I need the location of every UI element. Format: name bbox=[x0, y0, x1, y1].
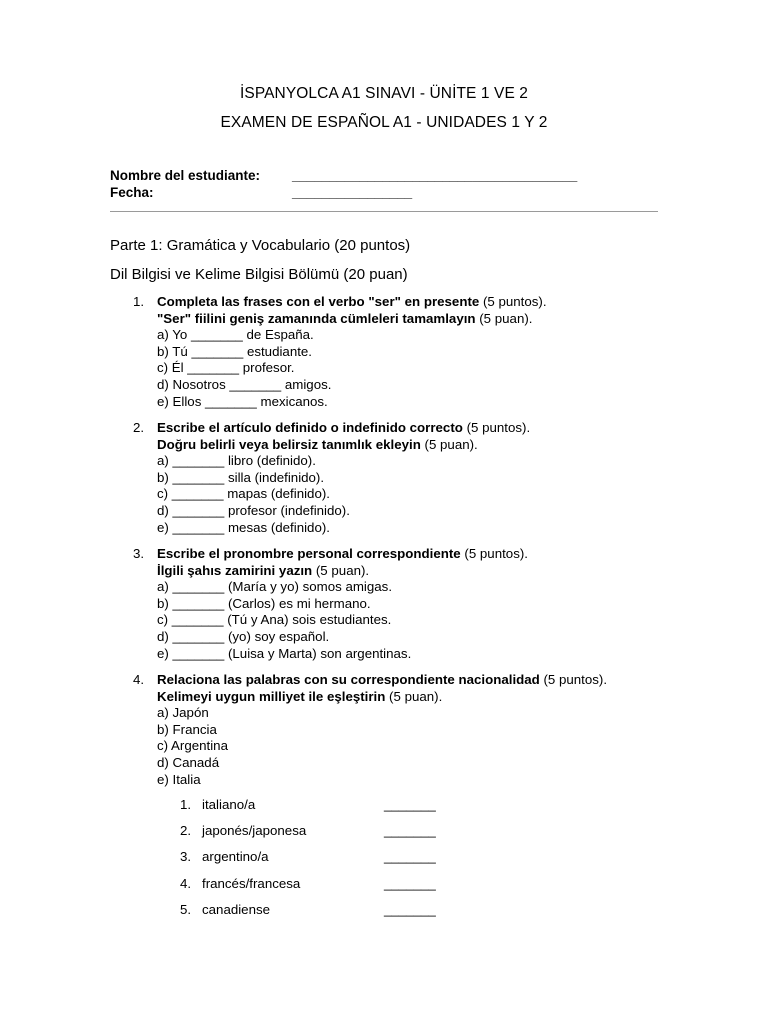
question-item: d) Nosotros _______ amigos. bbox=[157, 376, 332, 392]
match-number: 3. bbox=[180, 849, 192, 864]
date-label: Fecha: bbox=[110, 185, 154, 200]
question-instruction-turkish: Kelimeyi uygun milliyet ile eşleştirin bbox=[157, 688, 386, 704]
question-instruction-spanish: Completa las frases con el verbo "ser" en presente bbox=[157, 294, 480, 309]
question-points-spanish: (5 puntos). bbox=[462, 420, 531, 435]
question-item: e) Ellos _______ mexicanos. bbox=[157, 393, 328, 409]
question-item: e) _______ (Luisa y Marta) son argentinas. bbox=[157, 645, 412, 661]
question-points-spanish: (5 puntos). bbox=[460, 546, 528, 561]
match-nationality: francés/francesa bbox=[202, 876, 301, 891]
question-number: 3. bbox=[133, 546, 145, 561]
student-name-blank: ______________________________________ bbox=[292, 168, 578, 183]
question-points-spanish: (5 puntos). bbox=[479, 294, 547, 309]
match-answer-blank: _______ bbox=[384, 823, 436, 838]
exam-title-turkish: İSPANYOLCA A1 SINAVI - ÜNİTE 1 VE 2 bbox=[239, 85, 529, 102]
match-answer-blank: _______ bbox=[384, 876, 436, 891]
question-item: e) Italia bbox=[157, 771, 201, 787]
question-item: a) Yo _______ de España. bbox=[157, 327, 314, 343]
match-number: 4. bbox=[180, 876, 192, 891]
question-instruction-spanish: Relaciona las palabras con su correspondiente nacionalidad bbox=[157, 672, 540, 687]
question-instruction-turkish: "Ser" fiilini geniş zamanında cümleleri tamamlayın bbox=[157, 310, 476, 326]
match-nationality: italiano/a bbox=[202, 797, 256, 812]
question-item: b) _______ silla (indefinido). bbox=[157, 469, 325, 485]
question-item: c) Argentina bbox=[157, 738, 228, 754]
question-points-turkish: (5 puan). bbox=[420, 436, 478, 452]
question-item: a) Japón bbox=[157, 705, 209, 721]
question-instruction-spanish: Escribe el pronombre personal correspondiente bbox=[157, 546, 461, 561]
question-item: d) _______ (yo) soy español. bbox=[157, 628, 330, 644]
part1-heading-spanish: Parte 1: Gramática y Vocabulario (20 puntos) bbox=[110, 237, 411, 254]
match-answer-blank: _______ bbox=[384, 849, 436, 864]
question-item: b) Francia bbox=[157, 721, 217, 737]
question-item: c) _______ (Tú y Ana) sois estudiantes. bbox=[157, 612, 392, 628]
question-points-spanish: (5 puntos). bbox=[539, 672, 608, 687]
question-item: c) _______ mapas (definido). bbox=[157, 486, 330, 502]
match-nationality: argentino/a bbox=[202, 849, 269, 864]
question-instruction-turkish: Doğru belirli veya belirsiz tanımlık ekleyin bbox=[157, 436, 421, 452]
part1-heading-turkish: Dil Bilgisi ve Kelime Bilgisi Bölümü (20 puan) bbox=[110, 266, 408, 283]
question-item: e) _______ mesas (definido). bbox=[157, 519, 330, 535]
question-item: d) Canadá bbox=[157, 754, 220, 770]
match-answer-blank: _______ bbox=[384, 902, 436, 917]
question-instruction-spanish: Escribe el artículo definido o indefinido correcto bbox=[157, 420, 463, 435]
question-item: b) Tú _______ estudiante. bbox=[157, 343, 313, 359]
question-points-turkish: (5 puan). bbox=[312, 562, 370, 578]
question-instruction-turkish: İlgili şahıs zamirini yazın bbox=[157, 562, 313, 578]
question-points-turkish: (5 puan). bbox=[475, 310, 533, 326]
match-nationality: canadiense bbox=[202, 902, 271, 917]
question-number: 1. bbox=[133, 294, 145, 309]
exam-title-spanish: EXAMEN DE ESPAÑOL A1 - UNIDADES 1 Y 2 bbox=[220, 114, 548, 131]
question-item: c) Él _______ profesor. bbox=[157, 360, 295, 376]
date-row bbox=[110, 185, 412, 200]
match-number: 5. bbox=[180, 902, 192, 917]
match-number: 1. bbox=[180, 797, 192, 812]
match-answer-blank: _______ bbox=[384, 797, 436, 812]
match-number: 2. bbox=[180, 823, 192, 838]
question-item: a) _______ (María y yo) somos amigas. bbox=[157, 579, 393, 595]
question-item: a) _______ libro (definido). bbox=[157, 453, 316, 469]
student-name-row bbox=[110, 168, 577, 183]
date-blank: ________________ bbox=[292, 185, 413, 200]
question-points-turkish: (5 puan). bbox=[385, 688, 443, 704]
match-nationality: japonés/japonesa bbox=[202, 823, 307, 838]
question-number: 4. bbox=[133, 672, 145, 687]
student-name-label: Nombre del estudiante: bbox=[110, 168, 261, 183]
question-item: d) _______ profesor (indefinido). bbox=[157, 502, 350, 518]
header-divider bbox=[110, 211, 658, 212]
question-item: b) _______ (Carlos) es mi hermano. bbox=[157, 595, 371, 611]
question-number: 2. bbox=[133, 420, 145, 435]
